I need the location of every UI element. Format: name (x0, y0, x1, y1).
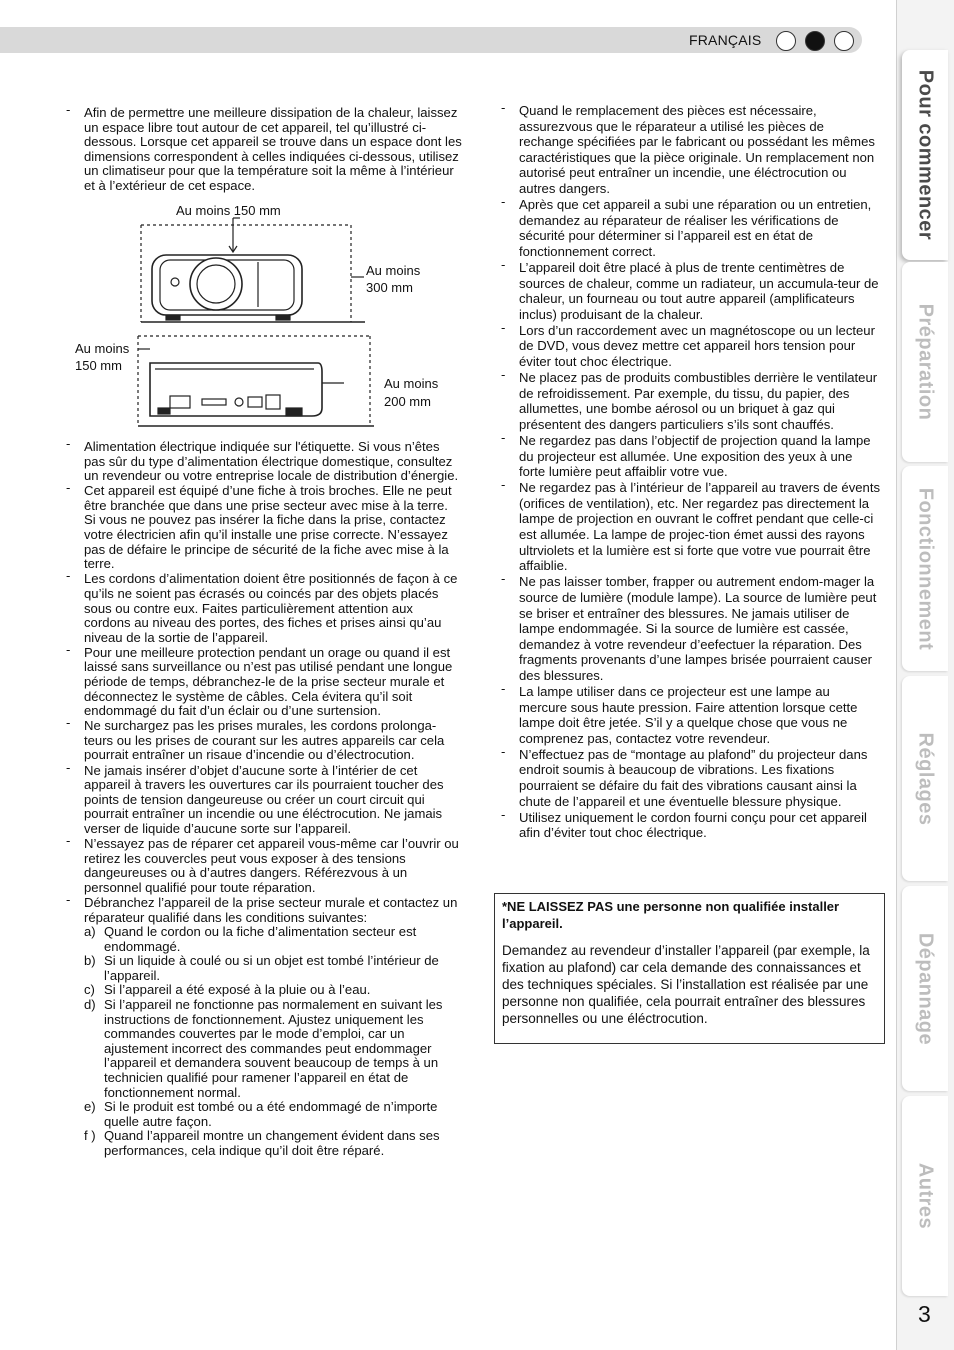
sub-marker: d) (84, 997, 96, 1013)
warning-body: Demandez au revendeur d’installer l’appareil (par exemple, la fixation au plafond) car cela demande des connaissances et des techniques spéciales. Si l’installation est réalisée par une personne non qualifiée, cela pourrait entraîner des blessures personnelles ou une éléctrocution. (502, 943, 870, 1026)
list-item (66, 641, 462, 719)
list-item (66, 480, 462, 572)
diagram-right-front-label-2: 300 mm (366, 280, 413, 295)
list-item (501, 806, 881, 841)
sub-text: Quand le cordon ou la fiche d’alimentation secteur est endommagé. (104, 924, 417, 954)
bullet-dash: - (501, 477, 506, 493)
item-text: Après que cet appareil a subi une réparation ou un entretien, demandez au réparateur de réaliser les vérifications de sécurité pour déterminer si l’appareil est en état de fonctionnement correct. (519, 197, 872, 259)
bullet-dash: - (501, 194, 506, 210)
diagram-left-back-label-2: 150 mm (75, 358, 122, 373)
tab-fonctionnement[interactable] (902, 466, 948, 671)
list-item (501, 367, 881, 432)
sub-marker: f ) (84, 1128, 96, 1144)
item-text: Utilisez uniquement le cordon fourni conçu pour cet appareil afin d’éviter tout choc électrique. (519, 809, 867, 841)
tab-label: Pour commencer (914, 69, 937, 241)
foot-left (166, 315, 180, 320)
sub-text: Si le produit est tombé ou a été endommagé de n’importe quelle autre façon. (104, 1099, 438, 1129)
bullet-dash: - (501, 429, 506, 445)
bullet-dash: - (501, 806, 506, 822)
item-text: Afin de permettre une meilleure dissipation de la chaleur, laissez un espace libre tout autour de cet appareil, tel qu’illustré ci-dessous. Lorsque cet appareil se trouve dans un espace dont les dimensions correspondent à celles indiquées ci-dessous, utilisez un climatiseur pour que la température soit la même à l’intérieur et à l’extérieur de cet espace. (84, 105, 462, 193)
tab-label: Réglages (914, 732, 937, 825)
item-text: Quand le remplacement des pièces est nécessaire, assurezvous que le réparateur a utilisé les pièces de rechange spécifiées par le fabricant ou possédant les mêmes caractéristiques que la pièce originale. Un remplacement non autorisé peut entraîner un incendie, une éléctrocution ou autres dangers. (519, 103, 875, 196)
back-foot-right (286, 408, 302, 416)
diagram-left-back-label-1: Au moins (75, 341, 130, 356)
sub-marker: e) (84, 1099, 96, 1115)
item-text: Ne placez pas de produits combustibles derrière le ventilateur de refroidissement. Par exemple, du tissu, du papier, des allumettes, une bombe aérosol ou un briquet à gaz qui présentent des dangers particuliers s’ils sont chauffés. (519, 370, 878, 432)
bullet-dash: - (501, 256, 506, 272)
bullet-dash: - (501, 367, 506, 383)
tab-label: Préparation (914, 303, 937, 421)
item-text: Ne pas laisser tomber, frapper ou autrement endom-mager la source de lumière (module lampe). La source de lumière peut se briser et entraîner des blessures. Ne jamais utiliser de lampe endommagée. Si la source de lumière est cassée, demandez à votre revendeur d’eefectuer la réparation. Des fragments provenants d’une lampes brisée pourraient causer des blessures. (519, 574, 877, 683)
tab-label: Dépannage (914, 932, 937, 1045)
list-item (501, 319, 881, 370)
item-text: L’appareil doit être placé à plus de trente centimètres de sources de chaleur, comme un radiateur, un accumula-teur de chaleur, un fourneau ou tout autre appareil (amplificateurs inclus) produisant de la chaleur. (519, 259, 879, 322)
tab-depannage[interactable] (902, 886, 948, 1091)
item-text: Lors d’un raccordement avec un magnétoscope ou un lecteur de DVD, vous devez mettre cet appareil hors tension pour éviter tout choc électrique. (519, 322, 875, 369)
lens-outer (190, 258, 242, 310)
projector-front-view (141, 218, 365, 322)
item-text: Ne surchargez pas les prises murales, les cordons prolonga-teurs ou les prises de courant sur les autres appareils car cela pourrait entraîner un risaue d’incendie ou d’électrocution. (84, 718, 445, 763)
sub-item (84, 998, 462, 1100)
list-item (501, 429, 881, 480)
list-item (501, 194, 881, 259)
list-item (501, 256, 881, 322)
sub-marker: a) (84, 924, 96, 940)
sub-text: Si l’appareil ne fonctionne pas normalement en suivant les instructions de fonctionnement. Ajustez uniquement les commandes couvertes par le mode d’emploi, car un ajustement incorrect des commandes peut endommager l’appareil et demandera souvent beaucoup de temps à un technicien qualifié pour ramener l’appareil en état de fonctionnement normal. (104, 997, 443, 1100)
list-item (501, 571, 881, 683)
bullet-dash: - (501, 571, 506, 587)
item-text: Ne regardez pas à l’intérieur de l’appareil au travers de évents (orifices de ventilation), etc. Ner regardez pas directement la lampe de projection en ouvrant le coffret pendant que celle-ci est allumée. La lampe de projec-tion émet aussi des rayons ultrviolets et la lumière est si forte que votre vue pourrait être affaiblie. (519, 480, 881, 574)
sub-marker: c) (84, 982, 95, 998)
bullet-dash: - (66, 102, 71, 117)
sub-item (84, 954, 462, 983)
bullet-dash: - (501, 680, 506, 696)
list-item (66, 833, 462, 895)
list-item (66, 568, 462, 645)
tab-label: Fonctionnement (914, 487, 937, 650)
back-foot-left (158, 408, 170, 414)
diagram-right-back-label-1: Au moins (384, 376, 439, 391)
list-item (66, 436, 462, 484)
bullet-dash: - (66, 480, 71, 496)
list-item (66, 759, 462, 837)
item-text: Pour une meilleure protection pendant un orage ou quand il est laissé sans surveillance ou n’est pas utilisé pendant une longue période de temps, débranchez-le de la prise secteur murale et déconnectez le système de câbles. Cela évitera qu’il soit endommagé du fait d’un éclair ou d’une surtension. (84, 644, 453, 719)
item-text: La lampe utiliser dans ce projecteur est une lampe au mercure sous haute pression. Faire attention lorsque cette lampe doit être jetée. S’il y a quelque chose que vous ne comprenez pas, contactez votre revendeur. (519, 683, 858, 746)
diagram-right-back-label-2: 200 mm (384, 394, 431, 409)
bullet-dash: - (501, 100, 506, 115)
item-text: N’effectuez pas de “montage au plafond” du projecteur dans endroit soumis à beaucoup de vibrations. Les fixations pourraient se défaire du fait des vibrations causant ainsi la chute de l’appareil et une éventuelle blessure physique. (519, 746, 868, 809)
bullet-dash: - (66, 891, 71, 907)
language-label: FRANÇAIS (689, 32, 762, 48)
tab-label: Autres (914, 1162, 937, 1230)
bullet-dash: - (66, 833, 71, 849)
diagram-right-front-label-1: Au moins (366, 263, 421, 278)
projector-back-view (138, 336, 374, 426)
sub-item (84, 983, 462, 998)
sub-text: Si un liquide à coulé ou si un objet est tombé l’intérieur de l’appareil. (104, 953, 439, 983)
bullet-dash: - (66, 715, 71, 731)
list-item (501, 680, 881, 746)
page-number: 3 (918, 1301, 931, 1327)
sub-item (84, 925, 462, 954)
bullet-dash: - (66, 759, 71, 775)
warning-title: *NE LAISSEZ PAS une personne non qualifiée installer l’appareil. (502, 899, 840, 931)
right-list (501, 100, 881, 841)
bullet-dash: - (501, 743, 506, 759)
item-text: Les cordons d’alimentation doient être positionnés de façon à ce qu’ils ne soient pas écrasés ou coincés par des objets placés sous ou contre eux. Faites particulièrement attention aux cordons au niveau des portes, des fiches et prises ainsi qu’au niveau de la sortie de l’appareil. (84, 571, 458, 645)
tab-autres[interactable] (902, 1096, 948, 1296)
sub-item (84, 1100, 462, 1129)
item-text: N’essayez pas de réparer cet appareil vous-même car l’ouvrir ou retirez les couvercles peut vous exposer à des tensions dangeureuses ou à d’autres dangers. Référezvous à un personnel qualifié pour toute réparation. (84, 836, 459, 895)
item-text: Débranchez l’appareil de la prise secteur murale et contactez un réparateur qualifié dans les conditions suivantes: (84, 894, 458, 925)
sub-text: Quand l’appareil montre un changement évident dans ses performances, cela indique qu’il doit être réparé. (104, 1128, 440, 1158)
bullet-dash: - (66, 641, 71, 657)
bullet-dash: - (66, 568, 71, 584)
list-item (501, 743, 881, 809)
sub-marker: b) (84, 953, 96, 969)
item-text: Alimentation électrique indiquée sur l'étiquette. Si vous n’êtes pas sûr du type d’alimentation électrique domestique, consultez un revendeur ou votre entreprise locale de distribution d’énergie. (84, 439, 459, 484)
list-item (66, 715, 462, 763)
item-text: Ne regardez pas dans l’objectif de projection quand la lampe du projecteur est allumée. Une exposition des yeux à une forte lumière peut affaiblir votre vue. (519, 432, 871, 480)
sub-item (84, 1129, 462, 1158)
list-item (501, 477, 881, 574)
bullet-dash: - (66, 436, 71, 451)
warning-box (494, 893, 885, 1044)
item-text: Cet appareil est équipé d’une fiche à trois broches. Elle ne peut être branchée que dans une prise secteur avec mise à la terre. Si vous ne pouvez pas insérer la fiche dans la prise, contactez votre électricien afin qu’il installe une prise correcte. N’essayez pas de défaire le principe de sécurité de la fiche avec mise à la terre. (84, 483, 452, 572)
list-item (501, 100, 881, 197)
list-item (66, 891, 462, 1159)
bullet-dash: - (501, 319, 506, 335)
tab-reglages[interactable] (902, 676, 948, 881)
foot-right (276, 315, 290, 320)
diagram-top-label: Au moins 150 mm (176, 203, 281, 218)
item-text: Ne jamais insérer d’objet d’aucune sorte à l’intérier de cet appareil à travers les ouvertures car ils pourraient toucher des points de tension dangeureuse ou créer un court circuit qui pourrait entraîner un incendie ou une éléctrocution. Ne jamais verser de liquide d’aucune sorte sur l’appareil. (84, 762, 444, 836)
sub-text: Si l’appareil a été exposé à la pluie ou à l’eau. (104, 982, 371, 998)
left-list (66, 436, 462, 1159)
